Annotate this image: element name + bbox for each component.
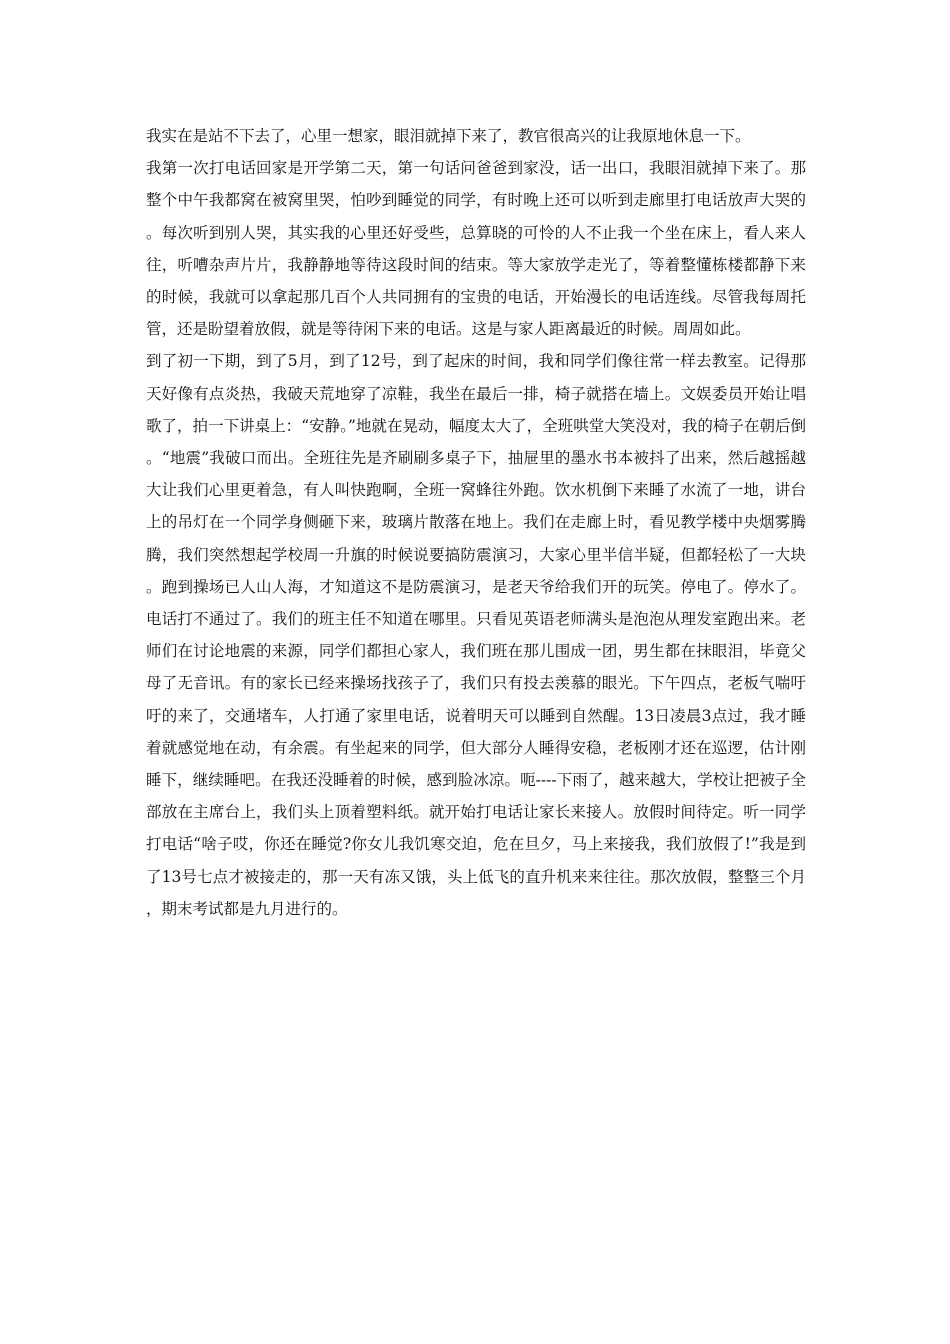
document-body	[146, 120, 806, 925]
paragraph-3: 到了初一下期，到了5月，到了12号，到了起床的时间，我和同学们像往常一样去教室。记得那天好像有点炎热，我破天荒地穿了凉鞋，我坐在最后一排，椅子就搭在墙上。文娱委员开始让唱歌了，拍一下讲桌上：“安静。”地就在晃动，幅度太大了，全班哄堂大笑没对，我的椅子在朝后倒。“地震”我破口而出。全班往先是齐刷刷多桌子下，抽屉里的墨水书本被抖了出来，然后越摇越大让我们心里更着急，有人叫快跑啊，全班一窝蜂往外跑。饮水机倒下来睡了水流了一地，讲台上的吊灯在一个同学身侧砸下来，玻璃片散落在地上。我们在走廊上时，看见教学楼中央烟雾腾腾，我们突然想起学校周一升旗的时候说要搞防震演习，大家心里半信半疑，但都轻松了一大块。跑到操场已人山人海，才知道这不是防震演习，是老天爷给我们开的玩笑。停电了。停水了。电话打不通过了。我们的班主任不知道在哪里。只看见英语老师满头是泡泡从理发室跑出来。老师们在讨论地震的来源，同学们都担心家人，我们班在那儿围成一团，男生都在抹眼泪，毕竟父母了无音讯。有的家长已经来操场找孩子了，我们只有投去羡慕的眼光。下午四点，老板气喘吁吁的来了，交通堵车，人打通了家里电话，说着明天可以睡到自然醒。13日凌晨3点过，我才睡着就感觉地在动，有余震。有坐起来的同学，但大部分人睡得安稳，老板刚才还在巡逻，估计刚睡下，继续睡吧。在我还没睡着的时候，感到脸冰凉。呃----下雨了，越来越大，学校让把被子全部放在主席台上，我们头上顶着塑料纸。就开始打电话让家长来接人。放假时间待定。听一同学打电话“啥子哎，你还在睡觉?你女儿我饥寒交迫，危在旦夕，马上来接我，我们放假了!”我是到了13号七点才被接走的，那一天有冻又饿，头上低飞的直升机来来往往。那次放假，整整三个月，期末考试都是九月进行的。	[146, 352, 806, 918]
paragraph-1: 我实在是站不下去了，心里一想家，眼泪就掉下来了，教官很高兴的让我原地休息一下。	[146, 127, 751, 145]
paragraph-2: 我第一次打电话回家是开学第二天，第一句话问爸爸到家没，话一出口，我眼泪就掉下来了。那整个中午我都窝在被窝里哭，怕吵到睡觉的同学，有时晚上还可以听到走廊里打电话放声大哭的。每次听到别人哭，其实我的心里还好受些，总算晓的可怜的人不止我一个坐在床上，看人来人往，听嘈杂声片片，我静静地等待这段时间的结束。等大家放学走光了，等着整懂栋楼都静下来的时候，我就可以拿起那几百个人共同拥有的宝贵的电话，开始漫长的电话连线。尽管我每周托管，还是盼望着放假，就是等待闲下来的电话。这是与家人距离最近的时候。周周如此。	[146, 159, 806, 339]
